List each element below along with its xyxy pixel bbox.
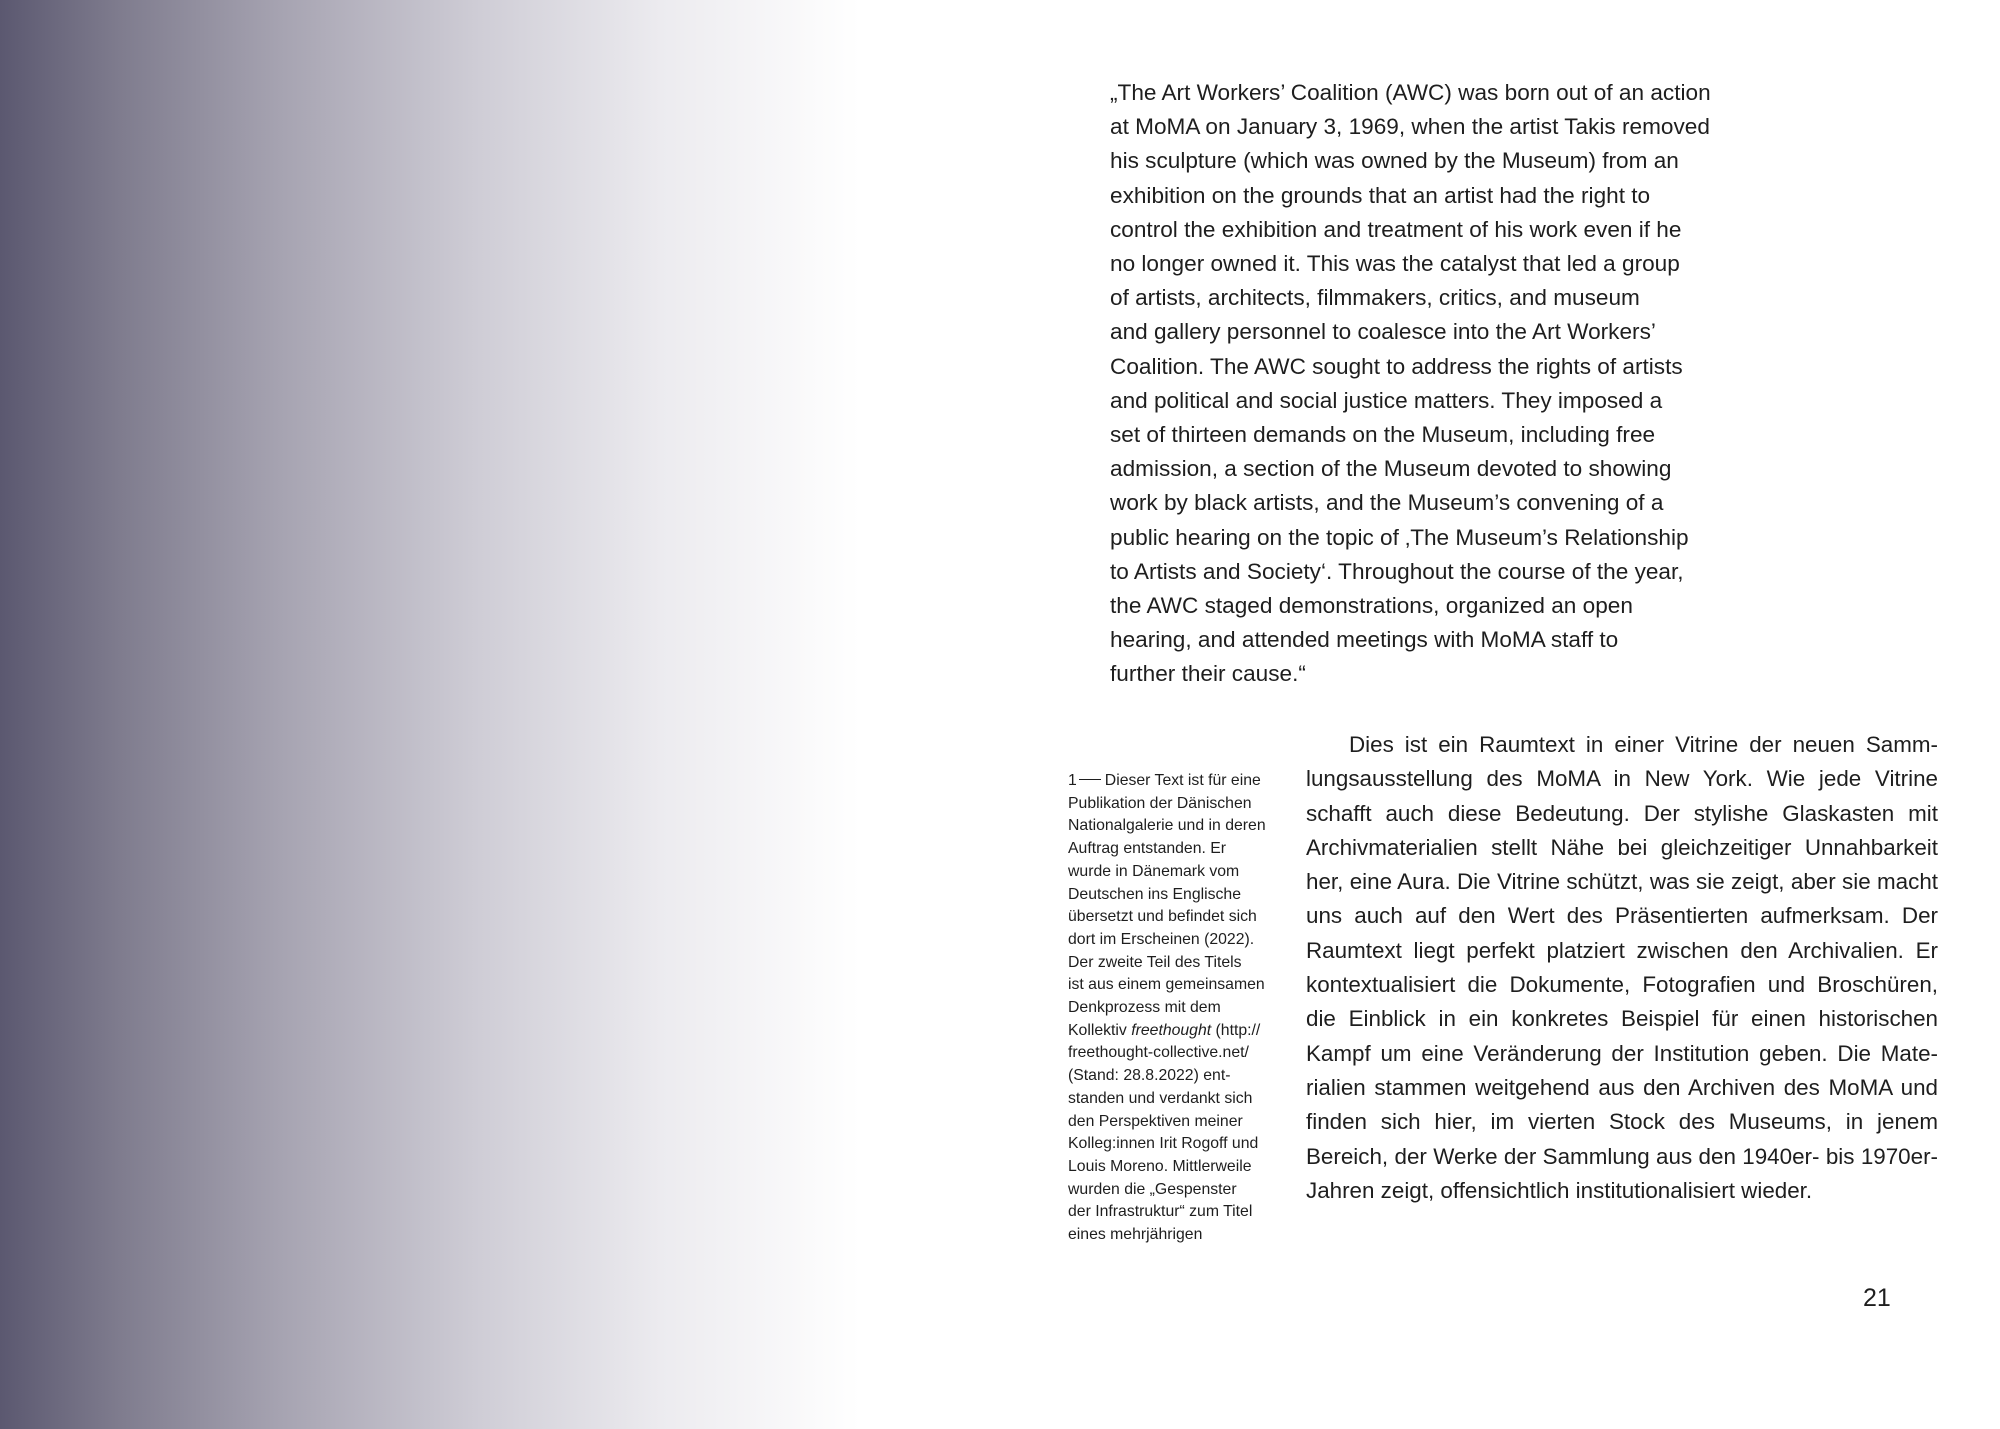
quote-line: work by black artists, and the Museum’s convening of a	[1110, 490, 1664, 516]
quote-line: of artists, architects, filmmakers, critics, and museum	[1110, 285, 1640, 311]
footnote-line: den Perspektiven meiner	[1068, 1112, 1243, 1130]
quote-line: hearing, and attended meetings with MoMA staff to	[1110, 627, 1619, 653]
quote-line: and political and social justice matters. They imposed a	[1110, 387, 1663, 413]
quote-line: public hearing on the topic of ‚The Museum’s Relationship	[1110, 524, 1689, 550]
quote-line: and gallery personnel to coalesce into the Art Workers’	[1110, 319, 1656, 345]
body-line: Bereich, der Werke der Sammlung aus den 1940er- bis 1970er-	[1306, 1143, 1938, 1169]
footnote-line: Deutschen ins Englische	[1068, 885, 1241, 903]
quote-line: at MoMA on January 3, 1969, when the artist Takis removed	[1110, 114, 1710, 140]
body-line: Kampf um eine Veränderung der Institution geben. Die Mate-	[1306, 1040, 1938, 1066]
footnote-line: Kolleg:innen Irit Rogoff und	[1068, 1135, 1259, 1153]
body-line: Archivmaterialien stellt Nähe bei gleichzeitiger Unnahbarkeit	[1306, 834, 1938, 860]
body-line: rialien stammen weitgehend aus den Archiven des MoMA und	[1306, 1074, 1938, 1100]
footnote-line: Denkprozess mit dem	[1068, 999, 1221, 1017]
footnote-line: standen und verdankt sich	[1068, 1089, 1253, 1107]
body-line: Raumtext liegt perfekt platziert zwischen den Archivalien. Er	[1306, 937, 1938, 963]
footnote-dash	[1079, 779, 1101, 780]
footnote-text: Dieser Text ist für eine	[1104, 772, 1261, 789]
footnote-line: Der zweite Teil des Titels	[1068, 953, 1242, 971]
quote-line: his sculpture (which was owned by the Museum) from an	[1110, 148, 1679, 174]
footnote-line: Auftrag entstanden. Er	[1068, 840, 1227, 858]
body-paragraph	[1306, 728, 1938, 1208]
footnote-number: 1	[1068, 772, 1077, 789]
block-quote	[1110, 76, 1758, 692]
footnote-line	[1068, 770, 1294, 793]
body-line: lungsausstellung des MoMA in New York. Wie jede Vitrine	[1306, 766, 1938, 792]
footnote-text: Kollektiv	[1068, 1021, 1132, 1039]
footnote-text: (http://	[1211, 1021, 1261, 1039]
body-line: kontextualisiert die Dokumente, Fotografien und Broschüren,	[1306, 972, 1938, 998]
footnote-line: Publikation der Dänischen	[1068, 794, 1252, 812]
footnote-italic-name: freethought	[1131, 1021, 1212, 1039]
quote-line: the AWC staged demonstrations, organized an open	[1110, 593, 1633, 619]
body-line: die Einblick in ein konkretes Beispiel für einen historischen	[1306, 1006, 1938, 1032]
body-line: uns auch auf den Wert des Präsentierten aufmerksam. Der	[1306, 903, 1938, 929]
footnote	[1068, 770, 1294, 1247]
body-line: finden sich hier, im vierten Stock des Museums, in jenem	[1306, 1109, 1938, 1135]
footnote-line	[1068, 1020, 1294, 1043]
footnote-line: (Stand: 28.8.2022) ent-	[1068, 1067, 1231, 1085]
footnote-line: Louis Moreno. Mittlerweile	[1068, 1157, 1252, 1175]
body-line: her, eine Aura. Die Vitrine schützt, was sie zeigt, aber sie macht	[1306, 869, 1938, 895]
quote-line: further their cause.“	[1110, 661, 1306, 687]
footnote-line: dort im Erscheinen (2022).	[1068, 930, 1255, 948]
quote-line: „The Art Workers’ Coalition (AWC) was born out of an action	[1110, 80, 1711, 105]
footnote-line: ist aus einem gemeinsamen	[1068, 976, 1265, 994]
quote-line: no longer owned it. This was the catalyst that led a group	[1110, 251, 1680, 277]
footnote-line: der Infrastruktur“ zum Titel	[1068, 1203, 1253, 1221]
quote-line: to Artists and Society‘. Throughout the course of the year,	[1110, 558, 1684, 584]
footnote-line: wurde in Dänemark vom	[1068, 862, 1240, 880]
body-line: Jahren zeigt, offensichtlich institutionalisiert wieder.	[1306, 1177, 1813, 1203]
body-line: Dies ist ein Raumtext in einer Vitrine der neuen Samm-	[1349, 732, 1938, 757]
footnote-line: übersetzt und befindet sich	[1068, 908, 1257, 926]
footnote-line: freethought-collective.net/	[1068, 1044, 1249, 1062]
footnote-line: wurden die „Gespenster	[1068, 1180, 1237, 1198]
quote-line: set of thirteen demands on the Museum, including free	[1110, 422, 1656, 448]
body-line: schafft auch diese Bedeutung. Der stylishe Glaskasten mit	[1306, 800, 1938, 826]
quote-line: admission, a section of the Museum devoted to showing	[1110, 456, 1672, 482]
footnote-line: eines mehrjährigen	[1068, 1226, 1203, 1244]
footnote-line: Nationalgalerie und in deren	[1068, 817, 1266, 835]
quote-line: Coalition. The AWC sought to address the rights of artists	[1110, 353, 1683, 379]
quote-line: control the exhibition and treatment of his work even if he	[1110, 216, 1682, 242]
quote-line: exhibition on the grounds that an artist had the right to	[1110, 182, 1651, 208]
page-number: 21	[1863, 1284, 1891, 1312]
